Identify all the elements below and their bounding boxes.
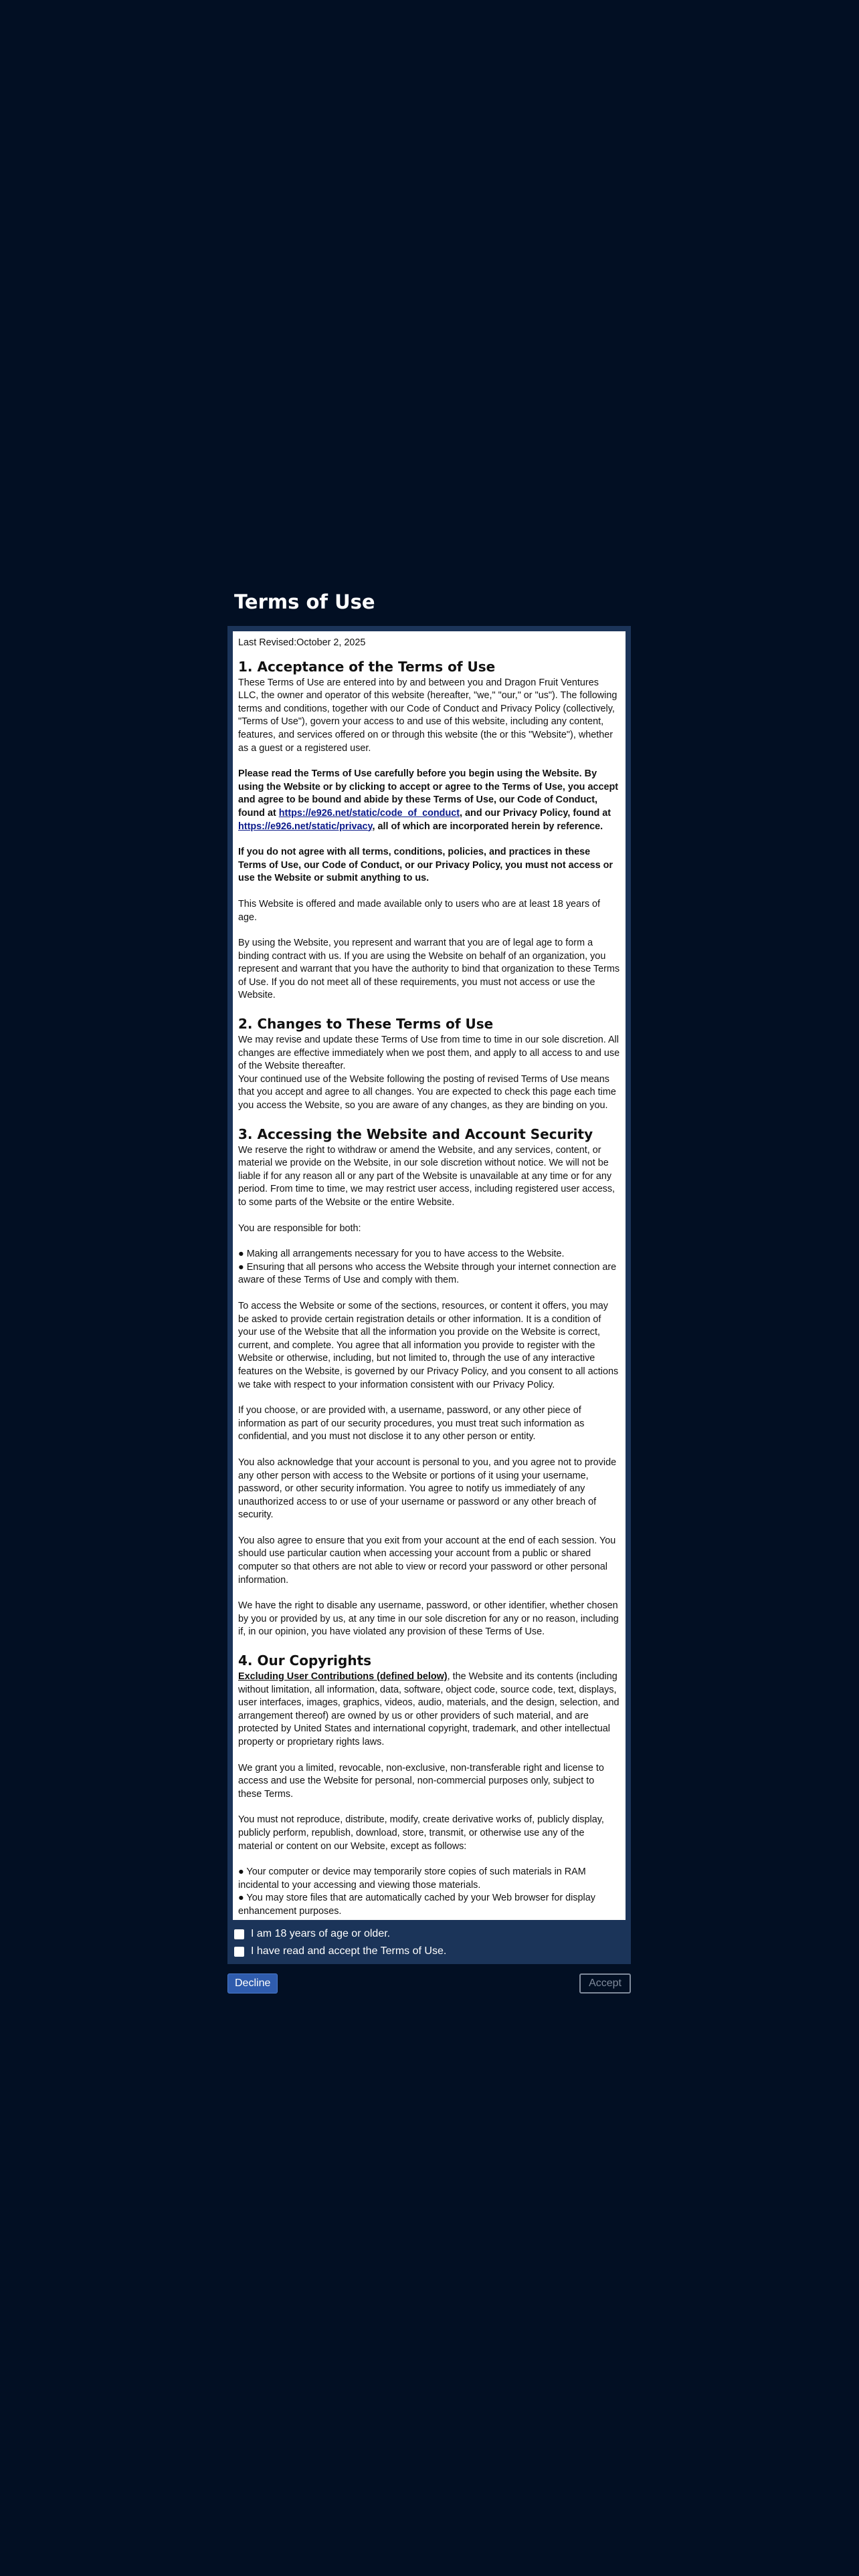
modal-actions	[227, 1973, 631, 1994]
age-checkbox[interactable]	[234, 1929, 244, 1939]
terms-frame	[227, 626, 631, 1964]
section-heading: 4. Our Copyrights	[238, 1652, 372, 1669]
terms-checkbox-row[interactable]	[234, 1943, 626, 1960]
modal-title: Terms of Use	[234, 591, 375, 613]
bullet-item	[238, 1919, 620, 1920]
bullet-item: ● Your computer or device may temporarily store copies of such materials in RAM incidental to your accessing and viewing those materials.	[238, 1866, 586, 1891]
paragraph: Excluding User Contributions (defined below), the Website and its contents (including without limitation, all information, data, software, object code, source code, text, displays, user interfaces, images, graphics, videos, audio, materials, and the design, selection, and arrangement thereof) are owned by us or other providers of such material, and are protected by United States and international copyright, trademark, and other intellectual property or proprietary rights laws.	[238, 1671, 619, 1747]
paragraph: To access the Website or some of the sections, resources, or content it offers, you may be asked to provide certain registration details or other information. It is a condition of your use of the Website that all the information you provide on the Website is correct, current, and complete. You agree that all information you provide to register with the Website or otherwise, including, but not limited to, through the use of any interactive features on the Website, is governed by our Privacy Policy, and you consent to all actions we take with respect to your information consistent with our Privacy Policy.	[238, 1300, 619, 1390]
bullet-item: ● You may store files that are automatically cached by your Web browser for display enhancement purposes.	[238, 1893, 595, 1917]
paragraph: You must not reproduce, distribute, modify, create derivative works of, publicly display, publicly perform, republish, download, store, transmit, or otherwise use any of the material or content on our Website, except as follows:	[238, 1814, 604, 1852]
paragraph: You also acknowledge that your account is personal to you, and you agree not to provide any other person with access to the Website or portions of it using your username, password, or other security information. You agree to notify us immediately of any unauthorized access to or use of your username or password or any other breach of security.	[238, 1457, 617, 1521]
paragraph: We have the right to disable any username, password, or other identifier, whether chosen by you or provided by us, at any time in our sole discretion for any or no reason, including if, in our opinion, you have violated any provision of these Terms of Use.	[238, 1600, 619, 1638]
section-heading: 2. Changes to These Terms of Use	[238, 1016, 494, 1033]
consent-checkboxes	[233, 1920, 626, 1964]
last-revised: Last Revised:October 2, 2025	[238, 637, 366, 648]
paragraph: These Terms of Use are entered into by and between you and Dragon Fruit Ventures LLC, the owner and operator of this website (hereafter, "we," "our," or "us"). The following terms and conditions, together with our Code of Conduct and Privacy Policy (collectively, "Terms of Use"), govern your access to and use of this website, including any content, features, and services offered on or through this website (the or this "Website"), whether as a guest or a registered user.	[238, 677, 617, 754]
paragraph: If you choose, or are provided with, a username, password, or any other piece of information as part of our security procedures, you must treat such information as confidential, and you must not disclose it to any other person or entity.	[238, 1405, 585, 1442]
age-checkbox-label: I am 18 years of age or older.	[251, 1928, 391, 1939]
paragraph: We reserve the right to withdraw or amend the Website, and any services, content, or material we provide on the Website, in our sole discretion without notice. We will not be liable if for any reason all or any part of the Website is unavailable at any time or for any period. From time to time, we may restrict user access, including registered user access, to some parts of the Website or the entire Website.	[238, 1144, 615, 1208]
accept-button[interactable]: Accept	[579, 1973, 631, 1994]
section-heading: 3. Accessing the Website and Account Security	[238, 1125, 593, 1142]
paragraph-agreement: Please read the Terms of Use carefully before you begin using the Website. By using the Website or by clicking to accept or agree to the Terms of Use, you accept and agree to be bound and abide by these Terms of Use, our Code of Conduct, found at https://e926.net/static/code_of_conduct, and our Privacy Policy, found at https://e926.net/static/privacy, all of which are incorporated herein by reference.	[238, 768, 619, 832]
paragraph: By using the Website, you represent and warrant that you are of legal age to form a binding contract with us. If you are using the Website on behalf of an organization, you represent and warrant that you have the authority to bind that organization to these Terms of Use. If you do not meet all of these requirements, you must not access or use the Website.	[238, 938, 620, 1001]
decline-button[interactable]: Decline	[227, 1973, 278, 1994]
bullet-item: ● Ensuring that all persons who access the Website through your internet connection are aware of these Terms of Use and comply with them.	[238, 1261, 617, 1286]
privacy-policy-link[interactable]: https://e926.net/static/privacy	[238, 821, 373, 832]
terms-modal	[227, 588, 631, 1994]
paragraph: If you do not agree with all terms, conditions, policies, and practices in these Terms of Use, our Code of Conduct, or our Privacy Policy, you must not access or use the Website or submit anything to us.	[238, 847, 613, 884]
paragraph: You are responsible for both:	[238, 1222, 361, 1234]
section-heading: 1. Acceptance of the Terms of Use	[238, 658, 496, 675]
age-checkbox-row[interactable]	[234, 1925, 626, 1943]
paragraph: We may revise and update these Terms of Use from time to time in our sole discretion. All changes are effective immediately when we post them, and apply to all access to and use of the Website thereafter.	[238, 1035, 620, 1072]
paragraph: Your continued use of the Website following the posting of revised Terms of Use means that you accept and agree to all changes. You are expected to check this page each time you access the Website, so you are aware of any changes, as they are binding on you.	[238, 1073, 616, 1111]
paragraph: You also agree to ensure that you exit from your account at the end of each session. You should use particular caution when accessing your account from a public or shared computer so that others are not able to view or record your password or other personal information.	[238, 1535, 616, 1586]
bullet-item: ● Making all arrangements necessary for you to have access to the Website.	[238, 1249, 565, 1260]
paragraph: This Website is offered and made available only to users who are at least 18 years of age.	[238, 898, 601, 923]
terms-document[interactable]	[233, 631, 626, 1920]
terms-checkbox-label: I have read and accept the Terms of Use.	[251, 1945, 447, 1957]
paragraph: We grant you a limited, revocable, non-exclusive, non-transferable right and license to access and use the Website for personal, non-commercial purposes only, subject to these Terms.	[238, 1762, 604, 1800]
terms-checkbox[interactable]	[234, 1947, 244, 1957]
code-of-conduct-link[interactable]: https://e926.net/static/code_of_conduct	[278, 807, 460, 819]
